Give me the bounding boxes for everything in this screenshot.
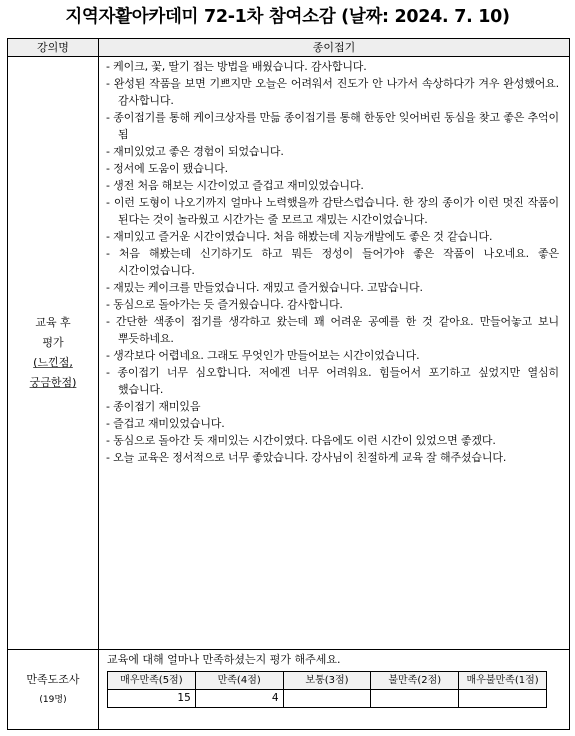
feedback-item: - 케이크, 꽃, 딸기 접는 방법을 배웠습니다. 감사합니다. <box>103 58 559 75</box>
score-header: 매우만족(5점) <box>108 672 196 690</box>
survey-question: 교육에 대해 얼마나 만족하셨는지 평가 해주세요. <box>107 653 341 666</box>
feedback-item: - 재밌는 케이크를 만들었습니다. 재밌고 즐거웠습니다. 고맙습니다. <box>103 279 559 296</box>
subject-header: 강의명 <box>8 39 99 57</box>
survey-row <box>8 650 570 730</box>
score-value: 15 <box>108 690 196 708</box>
evaluation-label-line: 교육 후 <box>35 316 71 329</box>
feedback-item: - 동심으로 돌아간 듯 재미있는 시간이였다. 다음에도 이런 시간이 있었으면 좋겠다. <box>103 432 559 449</box>
feedback-item: - 종이접기 너무 심오합니다. 저에겐 너무 어려워요. 힘들어서 포기하고 싶었지만 열심히 했습니다. <box>103 364 559 398</box>
evaluation-label <box>8 57 99 650</box>
feedback-item: - 오늘 교육은 정서적으로 너무 좋았습니다. 강사님이 친절하게 교육 잘 해주셨습니다. <box>103 449 559 466</box>
evaluation-label-line: (느낀점, <box>33 356 73 369</box>
survey-respondent-count: (19명) <box>39 694 67 705</box>
score-value-row <box>108 690 547 708</box>
survey-cell <box>99 650 570 730</box>
score-header-row <box>108 672 547 690</box>
page-title: 지역자활아카데미 72-1차 참여소감 (날짜: 2024. 7. 10) <box>65 7 510 27</box>
feedback-item: - 간단한 색종이 접기를 생각하고 왔는데 꽤 어려운 공예를 한 것 같아요. 만들어놓고 보니 뿌듯하네요. <box>103 313 559 347</box>
score-value <box>371 690 459 708</box>
feedback-item: - 완성된 작품을 보면 기쁘지만 오늘은 어려워서 진도가 안 나가서 속상하다가 겨우 완성했어요. 감사합니다. <box>103 75 559 109</box>
evaluation-label-line: 평가 <box>42 336 64 349</box>
feedback-item: - 즐겁고 재미있었습니다. <box>103 415 559 432</box>
evaluation-label-line: 궁금한점) <box>29 376 77 389</box>
score-header: 매우불만족(1점) <box>459 672 547 690</box>
feedback-item: - 종이접기 재미있음 <box>103 398 559 415</box>
feedback-item: - 생전 처음 해보는 시간이었고 즐겁고 재미있었습니다. <box>103 177 559 194</box>
subject-value: 종이접기 <box>99 39 570 57</box>
feedback-item: - 재미있었고 좋은 경험이 되었습니다. <box>103 143 559 160</box>
score-value <box>459 690 547 708</box>
feedback-item: - 종이접기를 통해 케이크상자를 만듦 종이접기를 통해 한동안 잊어버린 동심을 찾고 좋은 추억이 됨 <box>103 109 559 143</box>
feedback-cell <box>99 57 570 650</box>
score-header: 보통(3점) <box>283 672 371 690</box>
feedback-item: - 처음 해봤는데 신기하기도 하고 뭐든 정성이 들어가야 좋은 작품이 나오네요. 좋은 시간이었습니다. <box>103 245 559 279</box>
survey-label <box>8 650 99 730</box>
score-value: 4 <box>195 690 283 708</box>
survey-label-text: 만족도조사 <box>26 672 80 686</box>
feedback-item: - 정서에 도움이 됐습니다. <box>103 160 559 177</box>
score-header: 만족(4점) <box>195 672 283 690</box>
feedback-table <box>7 38 570 730</box>
score-value <box>283 690 371 708</box>
feedback-item: - 동심으로 돌아가는 듯 즐거웠습니다. 감사합니다. <box>103 296 559 313</box>
feedback-list <box>99 57 569 466</box>
score-table <box>107 671 547 708</box>
evaluation-row <box>8 57 570 650</box>
feedback-item: - 이런 도형이 나오기까지 얼마나 노력했을까 감탄스럽습니다. 한 장의 종이가 이런 멋진 작품이 된다는 것이 놀라웠고 시간가는 줄 모르고 재밌는 시간이었습니다. <box>103 194 559 228</box>
score-header: 불만족(2점) <box>371 672 459 690</box>
feedback-item: - 재미있고 즐거운 시간이였습니다. 처음 해봤는데 지능개발에도 좋은 것 같습니다. <box>103 228 559 245</box>
feedback-item: - 생각보다 어렵네요. 그래도 무엇인가 만들어보는 시간이었습니다. <box>103 347 559 364</box>
header-row <box>8 39 570 57</box>
